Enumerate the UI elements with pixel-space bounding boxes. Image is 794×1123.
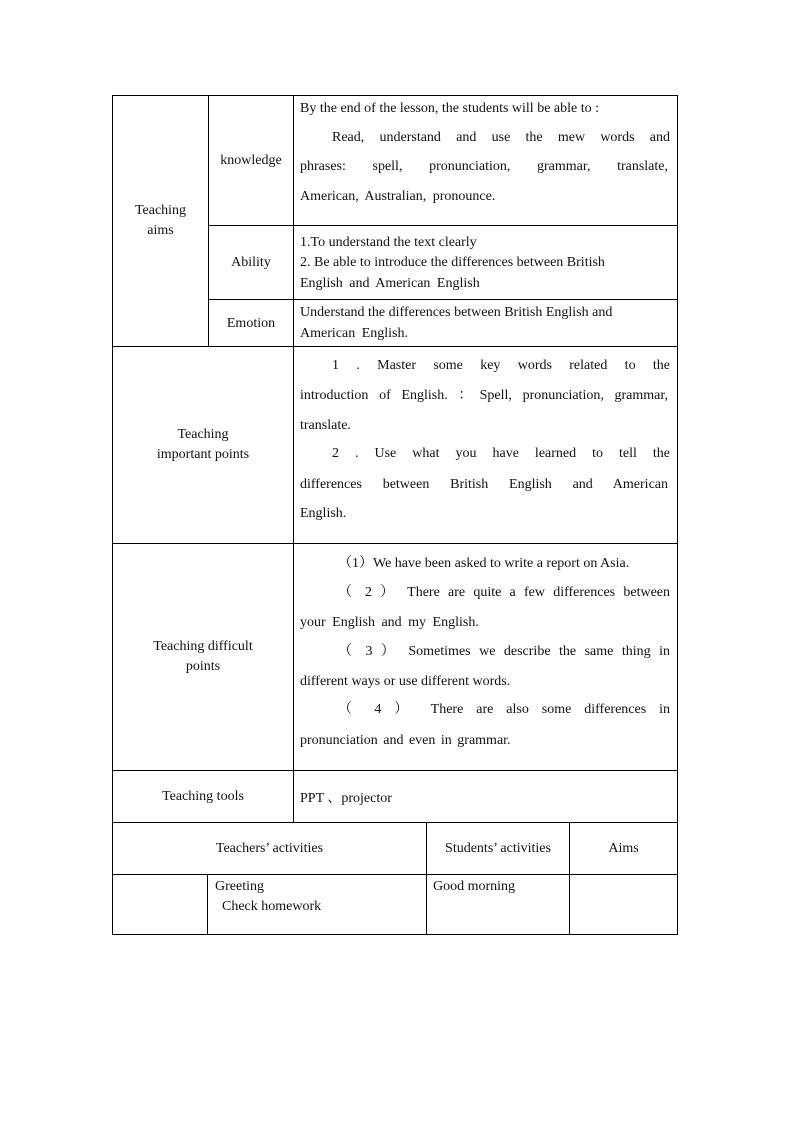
column-divider xyxy=(293,95,294,822)
difficult-points-label: Teaching difficult points xyxy=(153,639,253,674)
knowledge-line: American, Australian, pronounce. xyxy=(300,189,496,204)
teaching-tools-label: Teaching tools xyxy=(162,788,244,804)
difficult-point-line: （1）We have been asked to write a report on Asia. xyxy=(338,556,630,571)
important-point-line: differences between British English and American xyxy=(300,477,668,492)
difficult-point-line: （ 3 ） Sometimes we describe the same thing in xyxy=(338,644,670,659)
knowledge-line: phrases: spell, pronunciation, grammar, translate, xyxy=(300,159,668,174)
teaching-tools-value: PPT 、projector xyxy=(300,790,392,806)
difficult-point-line: pronunciation and even in grammar. xyxy=(300,733,511,748)
column-divider xyxy=(207,874,208,935)
ability-line: 1.To understand the text clearly xyxy=(300,235,477,250)
important-point-line: translate. xyxy=(300,418,351,433)
emotion-line: American English. xyxy=(300,326,408,341)
teacher-activity-line: Check homework xyxy=(222,899,322,914)
important-point-line: English. xyxy=(300,506,347,521)
knowledge-line: By the end of the lesson, the students will be able to : xyxy=(300,101,600,116)
emotion-line: Understand the differences between British English and xyxy=(300,305,613,320)
knowledge-content xyxy=(300,96,670,226)
difficult-point-line: （ 4 ） There are also some differences in xyxy=(338,702,670,717)
teachers-activities-header: Teachers’ activities xyxy=(215,840,324,856)
knowledge-line: Read, understand and use the mew words and xyxy=(332,130,670,145)
difficult-point-line: your English and my English. xyxy=(300,615,479,630)
ability-line: English and American English xyxy=(300,276,480,291)
important-point-line: 2 . Use what you have learned to tell the xyxy=(332,446,670,461)
ability-content xyxy=(300,226,670,300)
ability-line: 2. Be able to introduce the differences between British xyxy=(300,255,605,270)
table-border-bottom xyxy=(112,934,678,935)
emotion-label: Emotion xyxy=(226,315,276,331)
teacher-activity-line: Greeting xyxy=(215,879,264,894)
important-points-label: Teaching important points xyxy=(156,427,250,462)
table-border-right xyxy=(677,95,678,935)
students-activities-header: Students’ activities xyxy=(445,840,551,856)
student-activity: Good morning xyxy=(433,879,516,894)
row-divider xyxy=(112,874,678,875)
difficult-point-line: （ 2 ） There are quite a few differences between xyxy=(338,585,670,600)
difficult-points-content xyxy=(300,544,670,770)
ability-label: Ability xyxy=(231,255,271,270)
emotion-content xyxy=(300,300,670,347)
aims-header: Aims xyxy=(608,840,639,856)
important-point-line: 1 . Master some key words related to the xyxy=(332,358,670,373)
important-point-line: introduction of English. ：Spell, pronunciation, grammar, xyxy=(300,388,668,403)
knowledge-label: knowledge xyxy=(220,153,282,168)
teaching-aims-label: Teaching aims xyxy=(134,203,187,238)
important-points-content xyxy=(300,347,670,543)
difficult-point-line: different ways or use different words. xyxy=(300,674,511,689)
